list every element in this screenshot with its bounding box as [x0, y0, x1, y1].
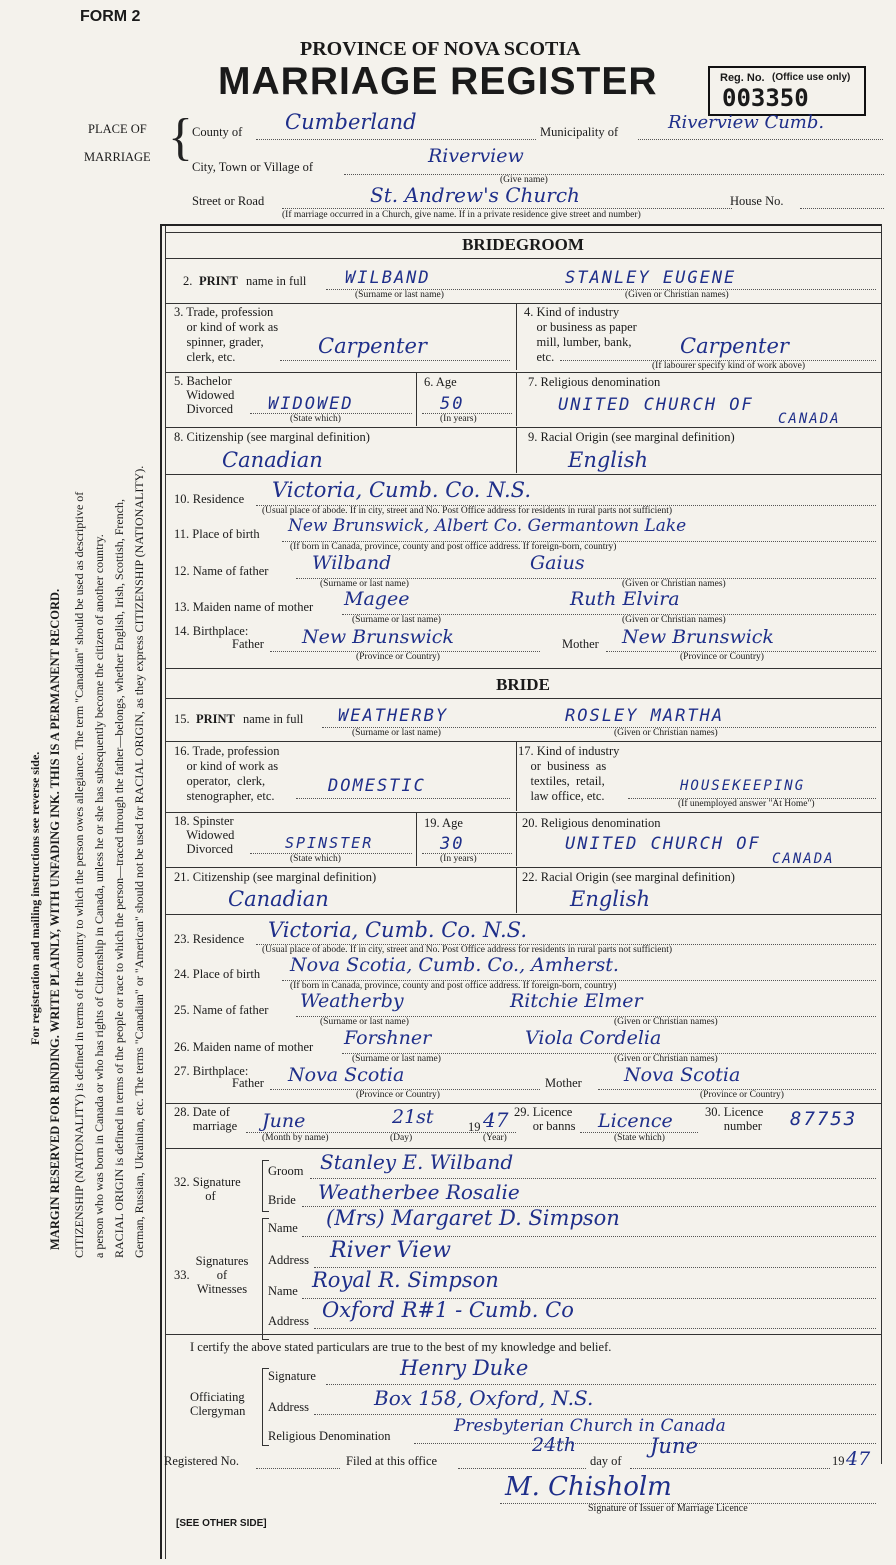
w1-name-word: Name	[268, 1221, 298, 1235]
clergy-signature: Henry Duke	[400, 1356, 529, 1380]
f25-surname-hint: (Surname or last name)	[320, 1017, 409, 1027]
see-other-side: [SEE OTHER SIDE]	[176, 1518, 267, 1529]
f25-label: 25. Name of father	[174, 1003, 269, 1017]
f14-father-word: Father	[232, 637, 264, 651]
groom-mother-birthplace: New Brunswick	[622, 626, 774, 648]
year-hint: (Year)	[483, 1133, 507, 1143]
groom-age: 50	[440, 394, 465, 414]
county-label: County of	[192, 125, 243, 139]
f32-label: 32. Signature of	[174, 1175, 241, 1203]
f27-mother-word: Mother	[545, 1076, 582, 1090]
f27-prov-hint-2: (Province or Country)	[700, 1090, 784, 1100]
f24-label: 24. Place of birth	[174, 967, 261, 981]
bride-birth-hint: (If born in Canada, province, county and post office address. If foreign-born, country)	[290, 981, 617, 991]
page-title: MARRIAGE REGISTER	[218, 60, 658, 103]
licence-state-hint: (State which)	[614, 1133, 665, 1143]
month-hint: (Month by name)	[262, 1133, 329, 1143]
f33-label: 33.	[174, 1268, 190, 1282]
place-label-1: PLACE OF	[88, 122, 147, 136]
f20-label: 20. Religious denomination	[522, 816, 661, 830]
f26-surname-hint: (Surname or last name)	[352, 1054, 441, 1064]
bride-signature: Weatherbee Rosalie	[318, 1180, 520, 1204]
bride-religion-2: CANADA	[772, 851, 835, 867]
margin-line-2: MARGIN RESERVED FOR BINDING. WRITE PLAINLY, WITH UNFADING INK. THIS IS A PERMANENT RECORD.	[48, 588, 62, 1250]
bride-father-surname: Weatherby	[300, 990, 404, 1012]
f19-label: 19. Age	[424, 816, 463, 830]
reg-number: 003350	[722, 84, 809, 112]
f12-given-hint: (Given or Christian names)	[622, 579, 726, 589]
bride-age-hint: (In years)	[440, 854, 477, 864]
groom-surname-hint: (Surname or last name)	[355, 290, 444, 300]
f3-label: 3. Trade, profession or kind of work as spinner, grader, clerk, etc.	[174, 305, 279, 364]
bride-state-hint: (State which)	[290, 854, 341, 864]
bride-residence: Victoria, Cumb. Co. N.S.	[268, 918, 527, 942]
filed-year: 47	[846, 1448, 871, 1470]
groom-origin: English	[568, 448, 649, 472]
margin-line-6: German, Russian, Ukrainian, etc. The terms "Canadian" or "American" should not be used for RACIAL ORIGIN, as they express CITIZENSHIP (NATIONALITY).	[132, 465, 146, 1258]
f27-father-word: Father	[232, 1076, 264, 1090]
f27-label: 27. Birthplace:	[174, 1064, 249, 1078]
margin-line-4: a person who was born in Canada or who has rights of Citizenship in Canada, unless he or she has subsequently become the citizen of another country.	[92, 534, 106, 1258]
f12-surname-hint: (Surname or last name)	[320, 579, 409, 589]
licence-type: Licence	[598, 1110, 673, 1132]
filed-month: June	[650, 1434, 698, 1458]
reg-office-label: (Office use only)	[772, 72, 851, 83]
bride-mother-surname: Forshner	[344, 1027, 432, 1049]
f7-label: 7. Religious denomination	[528, 375, 661, 389]
bride-birth: Nova Scotia, Cumb. Co., Amherst.	[290, 954, 619, 976]
groom-father-surname: Wilband	[312, 552, 392, 574]
f2-num: 2.	[183, 274, 193, 288]
issuer-signature: M. Chisholm	[505, 1472, 672, 1502]
witness2-name: Royal R. Simpson	[312, 1268, 499, 1292]
groom-father-birthplace: New Brunswick	[302, 626, 454, 648]
clergy-addr-word: Address	[268, 1400, 309, 1414]
f4-label: 4. Kind of industry or business as paper mill, lumber, bank, etc.	[524, 305, 637, 364]
f14-prov-hint-2: (Province or Country)	[680, 652, 764, 662]
f2-rest: name in full	[246, 274, 307, 288]
street-value: St. Andrew's Church	[370, 183, 580, 207]
f15-rest: name in full	[243, 712, 304, 726]
witness2-address: Oxford R#1 - Cumb. Co	[322, 1298, 574, 1322]
bride-residence-hint: (Usual place of abode. If in city, street and No. Post Office address for residents in rural parts not sufficient)	[262, 945, 673, 955]
groom-status: WIDOWED	[268, 394, 354, 414]
reg-label: Reg. No.	[720, 72, 765, 84]
f9-label: 9. Racial Origin (see marginal definition)	[528, 430, 735, 444]
clergy-sig-word: Signature	[268, 1369, 316, 1383]
clergy-relig-word: Religious Denomination	[268, 1429, 391, 1443]
bride-religion-1: UNITED CHURCH OF	[565, 834, 761, 854]
f25-given-hint: (Given or Christian names)	[614, 1017, 718, 1027]
licence-number: 87753	[790, 1108, 858, 1130]
groom-industry-hint: (If labourer specify kind of work above)	[652, 361, 805, 371]
margin-line-3: CITIZENSHIP (NATIONALITY) is defined in terms of the country to which the person owes allegiance. The term "Canadian" should be used as descriptive of	[72, 491, 86, 1258]
groom-birth-hint: (If born in Canada, province, county and post office address. If foreign-born, country)	[290, 542, 617, 552]
f8-label: 8. Citizenship (see marginal definition)	[174, 430, 370, 444]
groom-religion-1: UNITED CHURCH OF	[558, 395, 754, 415]
bride-mother-given: Viola Cordelia	[525, 1027, 662, 1049]
f14-prov-hint-1: (Province or Country)	[356, 652, 440, 662]
bride-given: ROSLEY MARTHA	[565, 706, 725, 726]
filed-year-prefix: 19	[832, 1454, 845, 1468]
groom-mother-given: Ruth Elvira	[570, 588, 680, 610]
bride-heading: BRIDE	[496, 675, 550, 694]
f5-label: 5. Bachelor Widowed Divorced	[174, 374, 235, 416]
groom-given-hint: (Given or Christian names)	[625, 290, 729, 300]
f28-label: 28. Date of marriage	[174, 1105, 238, 1133]
city-label: City, Town or Village of	[192, 160, 314, 174]
witnesses-label: Signatures of Witnesses	[195, 1254, 249, 1296]
brace: {	[168, 109, 193, 166]
reg-number-box	[708, 66, 866, 116]
w2-address-word: Address	[268, 1314, 309, 1328]
f14-mother-word: Mother	[562, 637, 599, 651]
f17-label: 17. Kind of industry or business as textiles, retail, law office, etc.	[518, 744, 620, 803]
f26-label: 26. Maiden name of mother	[174, 1040, 314, 1054]
bride-industry: HOUSEKEEPING	[680, 778, 806, 794]
f14-label: 14. Birthplace:	[174, 624, 249, 638]
city-hint: (Give name)	[500, 175, 548, 185]
groom-birth: New Brunswick, Albert Co. Germantown Lake	[288, 516, 687, 536]
f29-label: 29. Licence or banns	[514, 1105, 576, 1133]
f11-label: 11. Place of birth	[174, 527, 260, 541]
groom-religion-2: CANADA	[778, 411, 841, 427]
house-label: House No.	[730, 194, 784, 208]
groom-mother-surname: Magee	[344, 588, 410, 610]
marriage-year-prefix: 19	[468, 1120, 481, 1134]
bride-mother-birthplace: Nova Scotia	[624, 1064, 741, 1086]
clergy-address: Box 158, Oxford, N.S.	[374, 1386, 594, 1410]
clergy-label: Officiating Clergyman	[190, 1390, 246, 1418]
municipality-value: Riverview Cumb.	[668, 112, 825, 133]
bride-given-hint: (Given or Christian names)	[614, 728, 718, 738]
marriage-year: 47	[483, 1108, 509, 1132]
f23-label: 23. Residence	[174, 932, 245, 946]
bride-father-given: Ritchie Elmer	[510, 990, 643, 1012]
f2-print: PRINT	[199, 274, 238, 288]
filed-label: Filed at this office	[346, 1454, 438, 1468]
place-label-2: MARRIAGE	[84, 150, 151, 164]
witness1-name: (Mrs) Margaret D. Simpson	[326, 1206, 620, 1230]
city-value: Riverview	[428, 145, 524, 167]
f10-label: 10. Residence	[174, 492, 245, 506]
f13-label: 13. Maiden name of mother	[174, 600, 314, 614]
witness1-address: River View	[330, 1238, 451, 1263]
f12-label: 12. Name of father	[174, 564, 269, 578]
groom-age-hint: (In years)	[440, 414, 477, 424]
bride-surname-hint: (Surname or last name)	[352, 728, 441, 738]
groom-trade: Carpenter	[318, 334, 427, 358]
registered-label: Registered No.	[164, 1454, 239, 1468]
groom-surname: WILBAND	[345, 268, 431, 288]
bride-age: 30	[440, 834, 465, 854]
marriage-day: 21st	[392, 1106, 434, 1128]
bride-father-birthplace: Nova Scotia	[288, 1064, 405, 1086]
f18-label: 18. Spinster Widowed Divorced	[174, 814, 235, 856]
groom-residence-hint: (Usual place of abode. If in city, street and No. Post Office address for residents in rural parts not sufficient)	[262, 506, 673, 516]
f15-print: PRINT	[196, 712, 235, 726]
groom-residence: Victoria, Cumb. Co. N.S.	[272, 478, 531, 502]
groom-word: Groom	[268, 1164, 304, 1178]
f16-label: 16. Trade, profession or kind of work as operator, clerk, stenographer, etc.	[174, 744, 280, 803]
bride-status: SPINSTER	[285, 834, 374, 852]
marriage-month: June	[262, 1110, 306, 1132]
f13-given-hint: (Given or Christian names)	[622, 615, 726, 625]
f22-label: 22. Racial Origin (see marginal definition)	[522, 870, 735, 884]
form-number: FORM 2	[80, 8, 141, 25]
w1-address-word: Address	[268, 1253, 309, 1267]
bride-word: Bride	[268, 1193, 296, 1207]
groom-industry: Carpenter	[680, 334, 789, 358]
bride-origin: English	[570, 887, 651, 911]
issuer-label: Signature of Issuer of Marriage Licence	[588, 1503, 748, 1514]
groom-father-given: Gaius	[530, 552, 585, 574]
bride-industry-hint: (If unemployed answer "At Home")	[678, 799, 815, 809]
province-title: PROVINCE OF NOVA SCOTIA	[300, 38, 581, 60]
street-label: Street or Road	[192, 194, 265, 208]
f21-label: 21. Citizenship (see marginal definition)	[174, 870, 377, 884]
certify-text: I certify the above stated particulars are true to the best of my knowledge and belief.	[190, 1340, 612, 1354]
f27-prov-hint-1: (Province or Country)	[356, 1090, 440, 1100]
groom-signature: Stanley E. Wilband	[320, 1150, 514, 1174]
filed-day: 24th	[532, 1434, 577, 1456]
street-hint: (If marriage occurred in a Church, give name. If in a private residence give street and number)	[282, 210, 641, 220]
f6-label: 6. Age	[424, 375, 457, 389]
groom-given: STANLEY EUGENE	[565, 268, 737, 288]
f30-label: 30. Licence number	[705, 1105, 764, 1133]
groom-citizenship: Canadian	[222, 448, 323, 472]
day-of-label: day of	[590, 1454, 622, 1468]
w2-name-word: Name	[268, 1284, 298, 1298]
bride-surname: WEATHERBY	[338, 706, 449, 726]
day-hint: (Day)	[390, 1133, 413, 1143]
bride-citizenship: Canadian	[228, 887, 329, 911]
clergy-denomination: Presbyterian Church in Canada	[454, 1416, 726, 1436]
margin-line-1: For registration and mailing instructions see reverse side.	[28, 751, 42, 1045]
municipality-label: Municipality of	[540, 125, 619, 139]
county-value: Cumberland	[285, 110, 417, 134]
f13-surname-hint: (Surname or last name)	[352, 615, 441, 625]
margin-line-5: RACIAL ORIGIN is defined in terms of the people or race to which the person—traced through the father—belongs, whether English, Irish, Scottish, French,	[112, 498, 126, 1258]
groom-heading: BRIDEGROOM	[462, 235, 584, 254]
groom-state-hint: (State which)	[290, 414, 341, 424]
f26-given-hint: (Given or Christian names)	[614, 1054, 718, 1064]
f15-num: 15.	[174, 712, 190, 726]
bride-trade: DOMESTIC	[328, 776, 426, 796]
